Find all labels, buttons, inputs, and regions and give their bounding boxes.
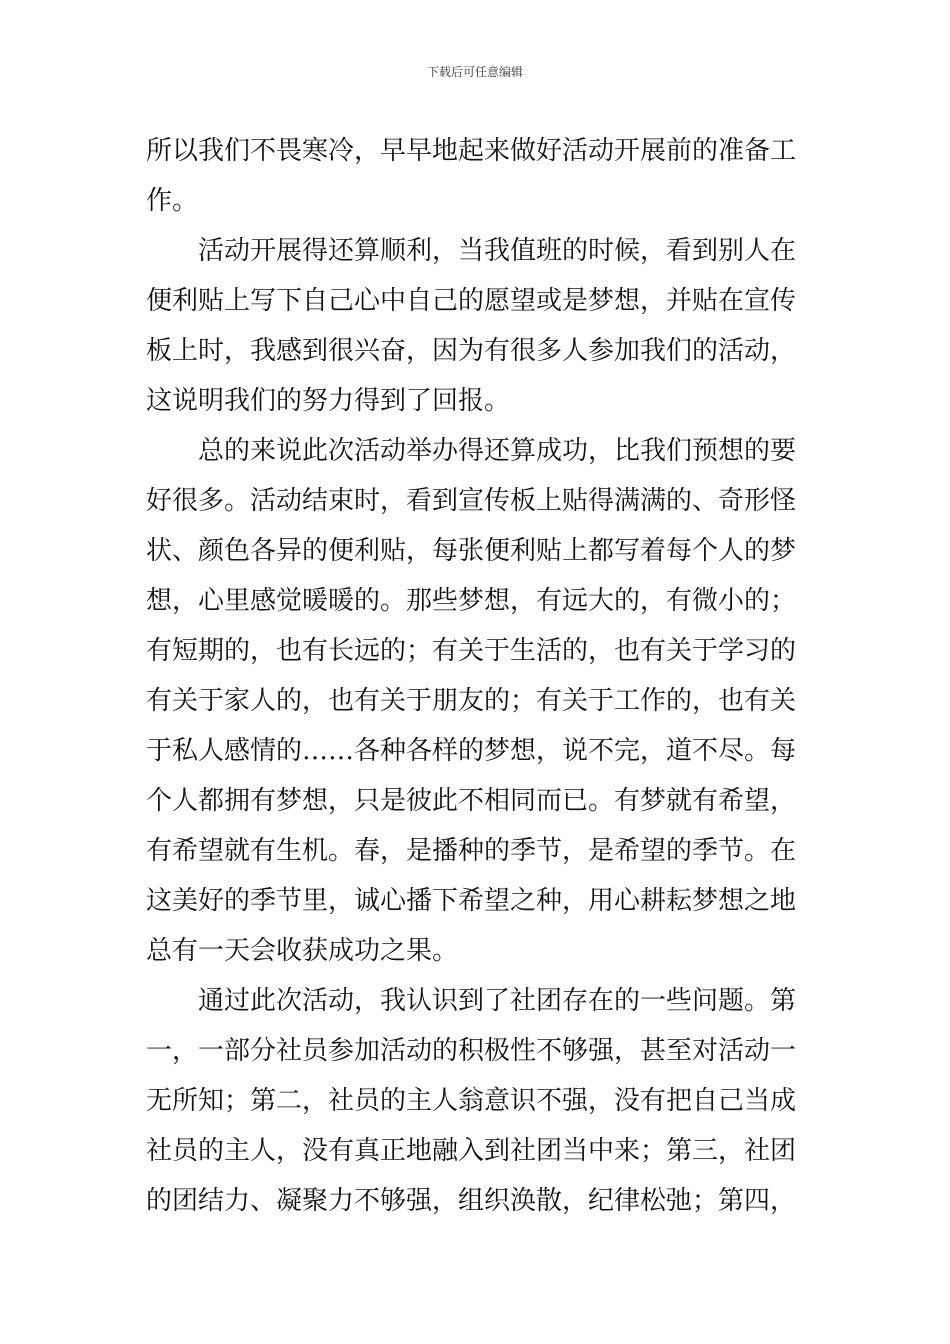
text-line: 板上时，我感到很兴奋，因为有很多人参加我们的活动， xyxy=(146,336,797,366)
text-line: 有希望就有生机。春，是播种的季节，是希望的季节。在 xyxy=(146,836,797,866)
text-line: 于私人感情的……各种各样的梦想，说不完，道不尽。每 xyxy=(146,736,797,766)
text-line: 通过此次活动，我认识到了社团存在的一些问题。第 xyxy=(198,986,797,1016)
text-line: 的团结力、凝聚力不够强，组织涣散，纪律松弛；第四， xyxy=(146,1186,797,1216)
text-line: 作。 xyxy=(146,186,199,216)
text-line: 所以我们不畏寒冷，早早地起来做好活动开展前的准备工 xyxy=(146,136,797,166)
text-line: 好很多。活动结束时，看到宣传板上贴得满满的、奇形怪 xyxy=(146,486,797,516)
text-line: 总的来说此次活动举办得还算成功，比我们预想的要 xyxy=(198,436,797,466)
text-line: 个人都拥有梦想，只是彼此不相同而已。有梦就有希望， xyxy=(146,786,797,816)
paragraph xyxy=(146,126,810,226)
paragraph xyxy=(146,426,810,976)
text-line: 一，一部分社员参加活动的积极性不够强，甚至对活动一 xyxy=(146,1036,797,1066)
text-line: 想，心里感觉暖暖的。那些梦想，有远大的，有微小的； xyxy=(146,586,797,616)
document-body xyxy=(146,126,810,1226)
page-header: 下载后可任意编辑 xyxy=(426,65,523,79)
text-line: 总有一天会收获成功之果。 xyxy=(146,936,459,966)
paragraph xyxy=(146,226,810,426)
text-line: 状、颜色各异的便利贴，每张便利贴上都写着每个人的梦 xyxy=(146,536,797,566)
paragraph xyxy=(146,976,810,1226)
text-line: 社员的主人，没有真正地融入到社团当中来；第三，社团 xyxy=(146,1136,797,1166)
text-line: 有关于家人的，也有关于朋友的；有关于工作的，也有关 xyxy=(146,686,797,716)
text-line: 这说明我们的努力得到了回报。 xyxy=(146,386,511,416)
text-line: 无所知；第二，社员的主人翁意识不强，没有把自己当成 xyxy=(146,1086,797,1116)
text-line: 便利贴上写下自己心中自己的愿望或是梦想，并贴在宣传 xyxy=(146,286,797,316)
text-line: 这美好的季节里，诚心播下希望之种，用心耕耘梦想之地 xyxy=(146,886,797,916)
text-line: 有短期的，也有长远的；有关于生活的，也有关于学习的 xyxy=(146,636,797,666)
text-line: 活动开展得还算顺利，当我值班的时候，看到别人在 xyxy=(198,236,797,266)
